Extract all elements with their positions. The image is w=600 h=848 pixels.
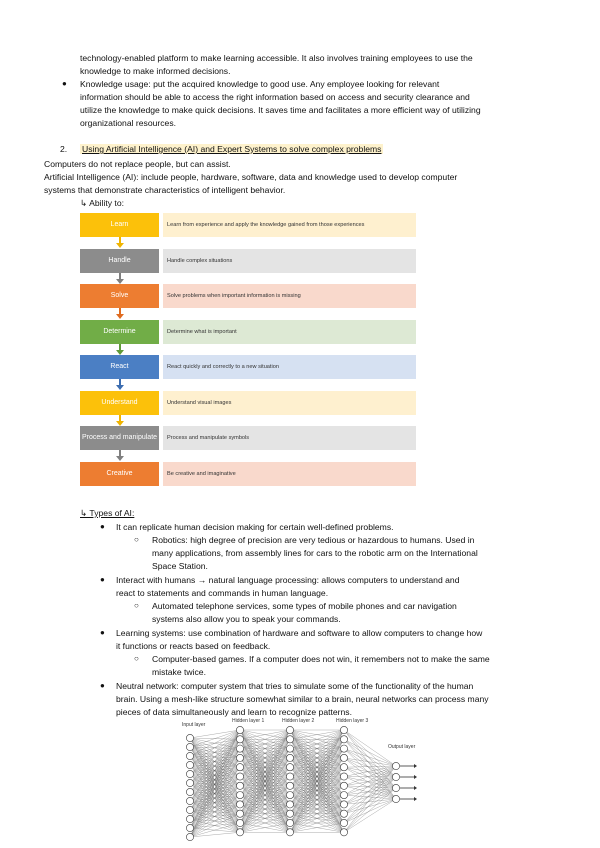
nn-connection (190, 730, 240, 765)
nn-node (392, 784, 399, 791)
types-heading: ↳ Types of AI: (80, 508, 135, 518)
output-arrow-head (414, 775, 417, 779)
types-sub: many applications, from assembly lines for cars to the robotic arm on the International (152, 548, 478, 558)
knowledge-usage-text: utilize the knowledge to make quick decisions. It saves time and facilitates a more efficient way of utilizing (80, 105, 481, 115)
ability-heading: ↳ Ability to: (80, 198, 124, 208)
types-sub: mistake twice. (152, 667, 206, 677)
flow-step-description: Process and manipulate symbols (163, 426, 416, 450)
nn-connection (344, 788, 396, 814)
bullet-dot: ● (62, 79, 67, 88)
paragraph: Computers do not replace people, but can assist. (44, 159, 231, 169)
nn-node (286, 764, 293, 771)
flow-step (80, 249, 416, 273)
nn-connection (344, 788, 396, 804)
paragraph: systems that demonstrate characteristics of intelligent behavior. (44, 185, 286, 195)
nn-node (186, 797, 193, 804)
flow-step-label: Process and manipulate (80, 426, 159, 450)
nn-node (340, 801, 347, 808)
nn-node (286, 819, 293, 826)
nn-node (286, 801, 293, 808)
nn-node (236, 754, 243, 761)
flow-step (80, 320, 416, 344)
flow-arrow-head (116, 385, 124, 390)
nn-connection (344, 749, 396, 788)
nn-node (340, 829, 347, 836)
types-bullet: brain. Using a mesh-like structure somewhat similar to a brain, neural networks can process many (116, 694, 489, 704)
nn-connection (344, 766, 396, 814)
flow-arrow-head (116, 456, 124, 461)
flow-step (80, 213, 416, 237)
nn-node (286, 745, 293, 752)
nn-connection (344, 730, 396, 799)
nn-node (236, 773, 243, 780)
nn-node (392, 762, 399, 769)
output-arrow-head (414, 797, 417, 801)
types-sub: Robotics: high degree of precision are very tedious or hazardous to humans. Used in (152, 535, 475, 545)
nn-node (340, 782, 347, 789)
nn-node (186, 734, 193, 741)
nn-connection (344, 799, 396, 823)
nn-node (286, 792, 293, 799)
nn-node (340, 726, 347, 733)
nn-node (186, 743, 193, 750)
bullet-dot: ● (100, 575, 105, 584)
nn-node (286, 810, 293, 817)
nn-node (236, 801, 243, 808)
paragraph: Artificial Intelligence (AI): include people, hardware, software, data and knowledge used to develop computer (44, 172, 458, 182)
nn-connection (344, 799, 396, 804)
flow-step-label: Learn (80, 213, 159, 237)
knowledge-usage-text: information should be able to access the right information based on access and security clearance and (80, 92, 470, 102)
section-number: 2. (60, 144, 68, 154)
nn-connection (344, 730, 396, 777)
nn-connection (344, 788, 396, 823)
nn-node (186, 752, 193, 759)
flow-step-description: React quickly and correctly to a new situation (163, 355, 416, 379)
nn-node (186, 761, 193, 768)
nn-connection (344, 777, 396, 814)
flow-step-description: Understand visual images (163, 391, 416, 415)
nn-node (186, 806, 193, 813)
nn-node (236, 736, 243, 743)
nn-node (236, 829, 243, 836)
nn-node (236, 782, 243, 789)
bullet-dot: ● (100, 681, 105, 690)
nn-node (286, 754, 293, 761)
intro-line: knowledge to make informed decisions. (80, 66, 231, 76)
flow-step (80, 355, 416, 379)
input-layer-label: Input layer (182, 722, 206, 728)
flow-step-label: Understand (80, 391, 159, 415)
nn-node (186, 779, 193, 786)
knowledge-usage-text: Knowledge usage: put the acquired knowledge to good use. Any employee looking for relevant (80, 79, 440, 89)
nn-node (340, 773, 347, 780)
nn-node (236, 819, 243, 826)
nn-node (186, 833, 193, 840)
nn-node (186, 824, 193, 831)
types-bullet: It can replicate human decision making for certain well-defined problems. (116, 522, 394, 532)
nn-connection (344, 767, 396, 799)
hidden-layer-1-label: Hidden layer 1 (232, 718, 265, 724)
nn-node (392, 773, 399, 780)
flow-step-description: Learn from experience and apply the knowledge gained from those experiences (163, 213, 416, 237)
types-bullet: Interact with humans → natural language processing: allows computers to understand and (116, 575, 460, 585)
flow-step-label: Handle (80, 249, 159, 273)
types-sub: Computer-based games. If a computer does not win, it remembers not to make the same (152, 654, 490, 664)
output-arrow-head (414, 786, 417, 790)
nn-node (340, 810, 347, 817)
output-layer-label: Output layer (388, 744, 416, 750)
types-sub: Automated telephone services, some types of mobile phones and car navigation (152, 601, 457, 611)
flow-step-label: React (80, 355, 159, 379)
nn-node (236, 745, 243, 752)
nn-connection (344, 758, 396, 788)
types-bullet: react to statements and commands in human language. (116, 588, 329, 598)
nn-node (236, 726, 243, 733)
nn-connection (190, 730, 240, 828)
sub-bullet: ○ (134, 535, 139, 544)
nn-connection (344, 749, 396, 766)
flow-step-label: Creative (80, 462, 159, 486)
sub-bullet: ○ (134, 601, 139, 610)
neural-network-diagram (178, 716, 418, 846)
nn-connection (190, 792, 240, 823)
nn-node (236, 764, 243, 771)
nn-connection (344, 749, 396, 777)
nn-node (340, 736, 347, 743)
nn-node (340, 819, 347, 826)
flow-step (80, 284, 416, 308)
flow-step-description: Handle complex situations (163, 249, 416, 273)
flow-step-description: Determine what is important (163, 320, 416, 344)
nn-node (236, 792, 243, 799)
bullet-dot: ● (100, 628, 105, 637)
intro-line: technology-enabled platform to make learning accessible. It also involves training employees to use the (80, 53, 473, 63)
nn-node (286, 782, 293, 789)
nn-connection (344, 777, 396, 823)
nn-connection (344, 758, 396, 799)
types-bullet: Learning systems: use combination of hardware and software to allow computers to change how (116, 628, 483, 638)
nn-connection (190, 828, 240, 832)
flow-step-description: Solve problems when important information is missing (163, 284, 416, 308)
nn-connection (344, 766, 396, 767)
nn-node (286, 726, 293, 733)
nn-node (286, 829, 293, 836)
nn-connection (190, 832, 240, 837)
nn-node (340, 754, 347, 761)
nn-node (340, 792, 347, 799)
types-bullet: Neutral network: computer system that tries to simulate some of the functionality of the human (116, 681, 474, 691)
flow-arrow-head (116, 314, 124, 319)
hidden-layer-2-label: Hidden layer 2 (282, 718, 315, 724)
nn-node (392, 795, 399, 802)
nn-node (186, 770, 193, 777)
nn-node (286, 773, 293, 780)
nn-node (340, 764, 347, 771)
types-sub: systems also allow you to speak your commands. (152, 614, 341, 624)
nn-connection (344, 799, 396, 814)
flow-step-description: Be creative and imaginative (163, 462, 416, 486)
flow-step-label: Determine (80, 320, 159, 344)
nn-node (340, 745, 347, 752)
types-bullet: pieces of data simultaneously and learn to recognize patterns. (116, 707, 352, 717)
flow-step (80, 426, 416, 450)
nn-node (236, 810, 243, 817)
flow-step-label: Solve (80, 284, 159, 308)
nn-node (186, 788, 193, 795)
output-arrow-head (414, 764, 417, 768)
nn-connection (190, 783, 240, 804)
nn-node (286, 736, 293, 743)
types-sub: Space Station. (152, 561, 208, 571)
flow-step (80, 462, 416, 486)
nn-node (186, 815, 193, 822)
hidden-layer-3-label: Hidden layer 3 (336, 718, 369, 724)
section-title: Using Artificial Intelligence (AI) and Expert Systems to solve complex problems (82, 144, 382, 154)
flow-arrow-head (116, 243, 124, 248)
nn-connection (344, 777, 396, 778)
bullet-dot: ● (100, 522, 105, 531)
flow-step (80, 391, 416, 415)
sub-bullet: ○ (134, 654, 139, 663)
nn-connection (344, 799, 396, 832)
knowledge-usage-text: organizational resources. (80, 118, 177, 128)
types-bullet: it functions or reacts based on feedback. (116, 641, 271, 651)
